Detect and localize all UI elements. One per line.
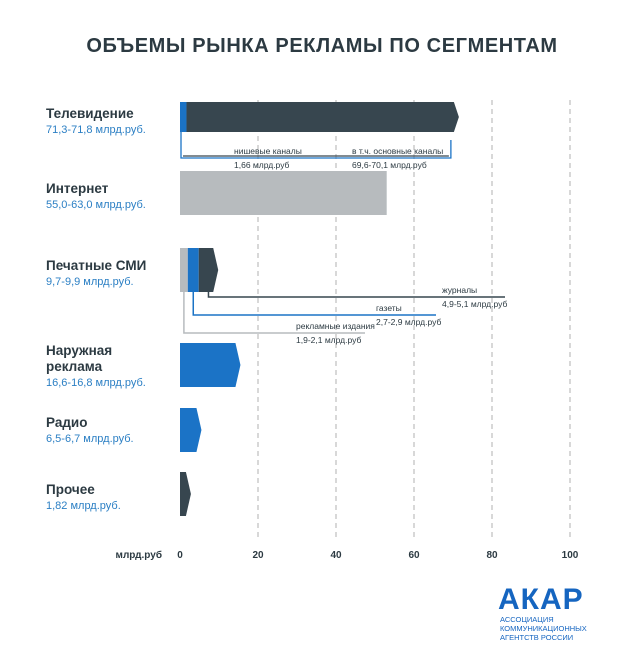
print-ann-ad-editions-name: рекламные издания	[296, 321, 375, 331]
logo-subtitle-3: АГЕНТСТВ РОССИИ	[500, 633, 574, 642]
cat-1-bar-0	[180, 171, 387, 215]
cat-2-bar-1	[188, 248, 199, 292]
cat-4-bar-0	[180, 408, 201, 452]
cat-2-label: Печатные СМИ	[46, 258, 147, 273]
print-ann-newspapers-name: газеты	[376, 303, 402, 313]
print-ann-journals-name: журналы	[442, 285, 478, 295]
cat-0-range: 71,3-71,8 млрд.руб.	[46, 124, 146, 136]
print-ann-newspapers-value: 2,7-2,9 млрд.руб	[376, 317, 442, 327]
x-axis	[116, 549, 579, 561]
cat-2-bar-0	[180, 248, 188, 292]
cat-3-range: 16,6-16,8 млрд.руб.	[46, 377, 146, 389]
x-tick-60: 60	[408, 550, 420, 561]
x-tick-20: 20	[252, 550, 264, 561]
cat-2-bar-2	[199, 248, 219, 292]
tv-ann-main-name: в т.ч. основные каналы	[352, 146, 444, 156]
akar-logo	[498, 583, 587, 642]
annotations	[181, 132, 507, 345]
logo-subtitle-2: КОММУНИКАЦИОННЫХ	[500, 624, 587, 633]
cat-5-label: Прочее	[46, 482, 95, 497]
cat-4-label: Радио	[46, 415, 88, 430]
cat-4-range: 6,5-6,7 млрд.руб.	[46, 433, 134, 445]
x-tick-100: 100	[561, 550, 579, 561]
cat-0-label: Телевидение	[46, 106, 134, 121]
cat-3-label-1: реклама	[46, 359, 103, 374]
cat-1-range: 55,0-63,0 млрд.руб.	[46, 199, 146, 211]
tv-ann-niche-value: 1,66 млрд.руб	[234, 160, 290, 170]
x-axis-unit: млрд.руб	[115, 550, 162, 561]
print-ann-ad-editions-value: 1,9-2,1 млрд.руб	[296, 335, 362, 345]
cat-0-bar-1	[186, 102, 458, 132]
cat-3-bar-0	[180, 343, 240, 387]
cat-1-label: Интернет	[46, 181, 109, 196]
category-labels	[46, 106, 146, 512]
chart-title: ОБЪЕМЫ РЫНКА РЕКЛАМЫ ПО СЕГМЕНТАМ	[86, 35, 558, 57]
cat-3-label: Наружная	[46, 343, 113, 358]
cat-2-range: 9,7-9,9 млрд.руб.	[46, 276, 134, 288]
x-tick-0: 0	[177, 550, 183, 561]
cat-0-bar-0	[180, 102, 186, 132]
logo-subtitle-1: АССОЦИАЦИЯ	[500, 615, 554, 624]
tv-ann-main-value: 69,6-70,1 млрд.руб	[352, 160, 427, 170]
x-tick-40: 40	[330, 550, 342, 561]
logo-name: АКАР	[498, 583, 584, 616]
cat-5-bar-0	[180, 472, 191, 516]
tv-ann-niche-name: нишевые каналы	[234, 146, 302, 156]
cat-5-range: 1,82 млрд.руб.	[46, 500, 121, 512]
print-ann-journals-value: 4,9-5,1 млрд.руб	[442, 299, 508, 309]
x-tick-80: 80	[486, 550, 498, 561]
